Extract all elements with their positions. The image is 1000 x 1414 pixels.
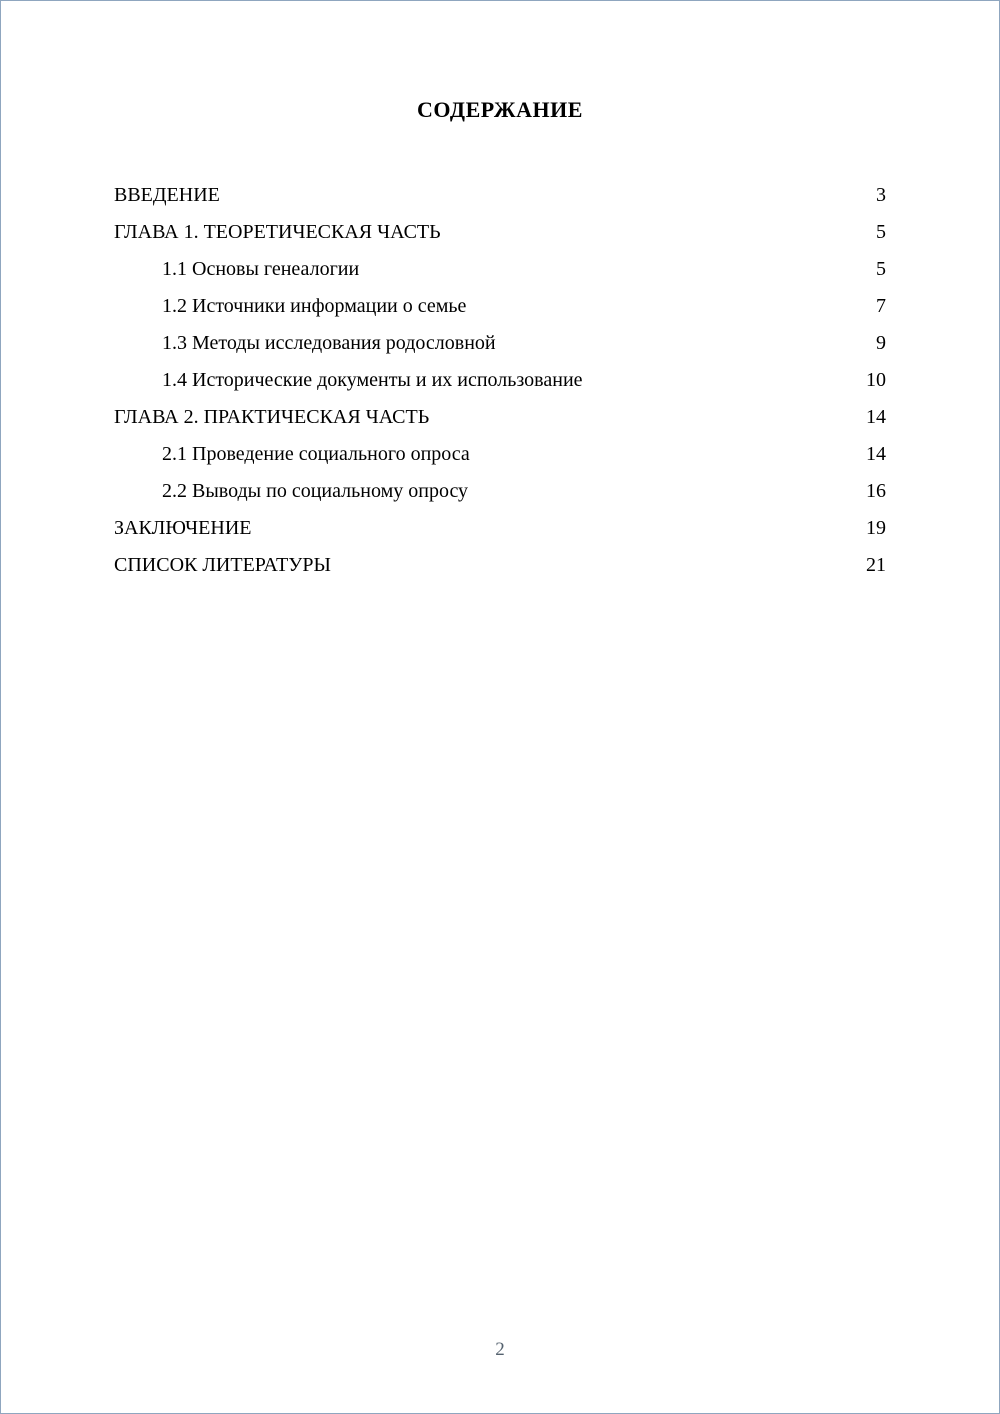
toc-row [114,510,886,547]
toc-entry-label: 1.3 Методы исследования родословной [162,332,496,354]
toc-entry-label: ГЛАВА 1. ТЕОРЕТИЧЕСКАЯ ЧАСТЬ [114,221,441,243]
toc-entry-label: 1.2 Источники информации о семье [162,295,467,317]
toc-entry-page: 14 [866,443,886,465]
toc-entry-label: СПИСОК ЛИТЕРАТУРЫ [114,554,331,576]
toc-list [114,177,886,584]
toc-row [114,251,886,288]
toc-entry-label: 1.1 Основы генеалогии [162,258,360,280]
toc-entry-label: 1.4 Исторические документы и их использование [162,369,583,391]
toc-entry-page: 5 [876,221,886,243]
toc-entry-page: 7 [876,295,886,317]
toc-row [114,436,886,473]
toc-row [114,362,886,399]
toc-entry-page: 19 [866,517,886,539]
toc-row [114,547,886,584]
toc-entry-label: 2.2 Выводы по социальному опросу [162,480,469,502]
toc-entry-page: 5 [876,258,886,280]
toc-entry-page: 14 [866,406,886,428]
toc-entry-page: 3 [876,184,886,206]
toc-entry-label: ЗАКЛЮЧЕНИЕ [114,517,252,539]
toc-entry-page: 9 [876,332,886,354]
toc-entry-page: 21 [866,554,886,576]
footer-page-number: 2 [495,1339,505,1360]
toc-title: СОДЕРЖАНИЕ [417,97,583,122]
toc-row [114,214,886,251]
toc-entry-page: 10 [866,369,886,391]
toc-row [114,177,886,214]
toc-row [114,399,886,436]
toc-row [114,288,886,325]
toc-entry-page: 16 [866,480,886,502]
toc-row [114,473,886,510]
toc-entry-label: 2.1 Проведение социального опроса [162,443,470,465]
toc-entry-label: ВВЕДЕНИЕ [114,184,220,206]
toc-entry-label: ГЛАВА 2. ПРАКТИЧЕСКАЯ ЧАСТЬ [114,406,430,428]
toc-row [114,325,886,362]
